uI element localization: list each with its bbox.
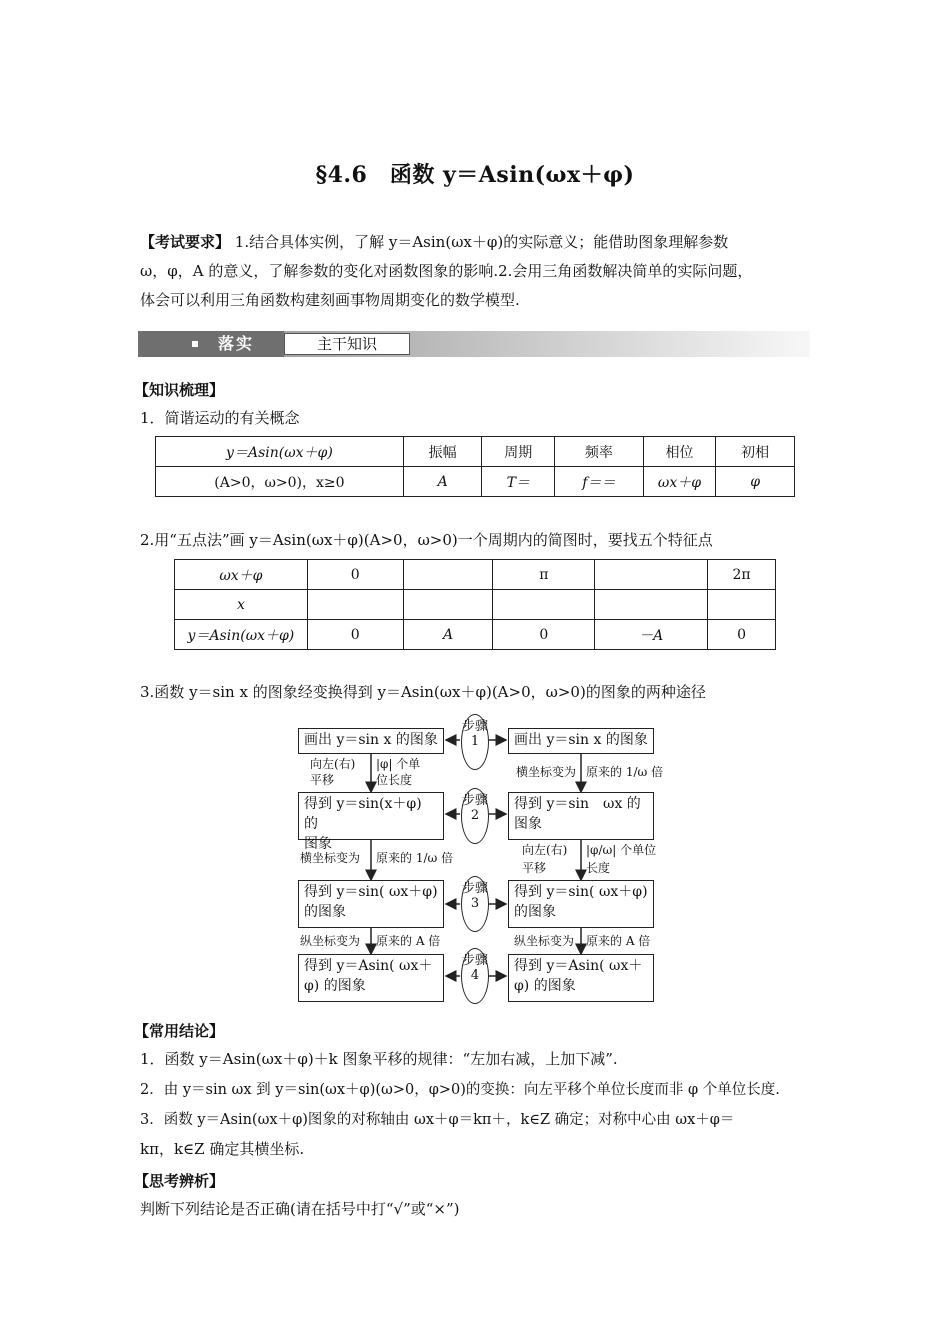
left-arrow2-label-a: 横坐标变为 bbox=[300, 851, 361, 865]
thinking-text: 判断下列结论是否正确(请在括号中打“√”或“×”) bbox=[140, 1200, 460, 1218]
step-2-ellipse bbox=[461, 788, 489, 844]
table1-header: 周期 bbox=[482, 437, 555, 467]
table1-cell: ωx＋φ bbox=[643, 467, 716, 497]
table1-cell: f＝＝ bbox=[555, 467, 644, 497]
right-box-4 bbox=[508, 954, 654, 1002]
harmonic-concepts-table bbox=[155, 436, 795, 497]
table2-cell bbox=[708, 590, 776, 620]
table2-cell bbox=[493, 590, 595, 620]
requirements-label: 【考试要求】 bbox=[140, 233, 231, 251]
knowledge-item-2: 2.用“五点法”画 y＝Asin(ωx＋φ)(A>0，ω>0)一个周期内的简图时，要找五个特征点 bbox=[140, 531, 713, 549]
table1-rowhead-2: (A>0，ω>0)，x≥0 bbox=[156, 467, 404, 497]
table2-cell: 0 bbox=[307, 560, 403, 590]
left-box-3-line-b: 的图象 bbox=[304, 904, 346, 920]
table2-cell: ωx＋φ bbox=[175, 560, 308, 590]
step-2-label: 步骤2 bbox=[462, 793, 489, 823]
left-box-2-line-a: 得到 y＝sin(x＋φ) 的 bbox=[304, 796, 422, 832]
conclusion-1: 1．函数 y＝Asin(ωx＋φ)＋k 图象平移的规律：“左加右减，上加下减”. bbox=[140, 1050, 618, 1068]
step-3-label: 步骤3 bbox=[462, 881, 489, 911]
table2-cell: π bbox=[493, 560, 595, 590]
requirements-text-2: ω，φ，A 的意义，了解参数的变化对函数图象的影响.2.会用三角函数解决简单的实际问题， bbox=[140, 262, 753, 280]
requirements-text-1: 1.结合具体实例，了解 y＝Asin(ωx＋φ)的实际意义；能借助图象理解参数 bbox=[234, 233, 729, 251]
right-arrow2-label-d: 长度 bbox=[586, 861, 611, 875]
table2-cell: －A bbox=[595, 620, 708, 650]
right-box-4-line-a: 得到 y＝Asin( ωx＋ bbox=[514, 958, 643, 974]
left-box-4-line-a: 得到 y＝Asin( ωx＋ bbox=[304, 958, 433, 974]
table2-cell bbox=[595, 590, 708, 620]
table2-cell: 0 bbox=[708, 620, 776, 650]
left-box-4-line-b: φ) 的图象 bbox=[304, 978, 366, 994]
right-box-3-line-b: 的图象 bbox=[514, 904, 556, 920]
section-banner bbox=[138, 331, 810, 357]
table2-cell bbox=[403, 560, 493, 590]
banner-left-label: 落实 bbox=[218, 334, 255, 353]
banner-dark-block bbox=[138, 331, 284, 357]
right-box-2-line-a: 得到 y＝sin ωx 的 bbox=[514, 796, 641, 812]
left-box-3 bbox=[298, 880, 444, 928]
right-arrow2-label-c: |φ/ω| 个单位 bbox=[586, 843, 657, 857]
step-1-label: 步骤1 bbox=[462, 719, 489, 749]
right-arrow1-label-a: 横坐标变为 bbox=[516, 765, 577, 779]
left-box-1: 画出 y＝sin x 的图象 bbox=[298, 728, 444, 754]
right-box-4-line-b: φ) 的图象 bbox=[514, 978, 576, 994]
conclusion-3a: 3．函数 y＝Asin(ωx＋φ)图象的对称轴由 ωx＋φ＝kπ＋，k∈Z 确定；对称中心由 ωx＋φ＝ bbox=[140, 1112, 735, 1128]
knowledge-item-3: 3.函数 y＝sin x 的图象经变换得到 y＝Asin(ωx＋φ)(A>0，ω>0)的图象的两种途径 bbox=[140, 683, 706, 701]
left-box-3-line-a: 得到 y＝sin( ωx＋φ) bbox=[304, 884, 438, 900]
left-arrow1-label-a: 向左(右) bbox=[310, 757, 356, 771]
table1-header: 初相 bbox=[716, 437, 795, 467]
table1-cell: φ bbox=[716, 467, 795, 497]
table2-cell: y＝Asin(ωx＋φ) bbox=[175, 620, 308, 650]
table2-cell: A bbox=[403, 620, 493, 650]
transformation-flowchart bbox=[296, 714, 664, 1004]
table1-cell: T＝ bbox=[482, 467, 555, 497]
right-box-2-line-b: 图象 bbox=[514, 816, 542, 832]
right-box-3-line-a: 得到 y＝sin( ωx＋φ) bbox=[514, 884, 648, 900]
table2-cell bbox=[595, 560, 708, 590]
left-arrow1-label-d: 位长度 bbox=[376, 773, 413, 787]
right-arrow2-label-a: 向左(右) bbox=[522, 843, 568, 857]
left-arrow1-label-b: 平移 bbox=[310, 773, 335, 787]
conclusion-3b: kπ，k∈Z 确定其横坐标. bbox=[140, 1140, 305, 1158]
knowledge-item-1: 1．简谐运动的有关概念 bbox=[140, 409, 300, 427]
right-box-1: 画出 y＝sin x 的图象 bbox=[508, 728, 654, 754]
table2-cell: x bbox=[175, 590, 308, 620]
five-point-table bbox=[174, 559, 776, 650]
table1-header: 频率 bbox=[555, 437, 644, 467]
table1-rowhead-1: y＝Asin(ωx＋φ) bbox=[156, 437, 404, 467]
right-box-2 bbox=[508, 792, 654, 840]
table1-header: 相位 bbox=[643, 437, 716, 467]
step-4-label: 步骤4 bbox=[462, 953, 489, 983]
right-arrow3-label-b: 原来的 A 倍 bbox=[586, 934, 651, 948]
left-arrow3-label-b: 原来的 A 倍 bbox=[376, 934, 441, 948]
right-arrow2-label-b: 平移 bbox=[522, 861, 547, 875]
left-arrow2-label-b: 原来的 1/ω 倍 bbox=[376, 851, 454, 865]
table2-cell bbox=[307, 590, 403, 620]
thinking-heading: 【思考辨析】 bbox=[134, 1172, 225, 1190]
left-box-2 bbox=[298, 792, 444, 852]
table1-cell: A bbox=[403, 467, 482, 497]
left-box-4 bbox=[298, 954, 444, 1002]
left-arrow3-label-a: 纵坐标变为 bbox=[300, 934, 361, 948]
right-box-3 bbox=[508, 880, 654, 928]
banner-right-label: 主干知识 bbox=[284, 333, 410, 355]
step-3-ellipse bbox=[461, 876, 489, 932]
left-box-2-line-b: 图象 bbox=[304, 836, 332, 852]
left-arrow1-label-c: |φ| 个单 bbox=[376, 757, 421, 771]
conclusion-2: 2．由 y＝sin ωx 到 y＝sin(ωx＋φ)(ω>0，φ>0)的变换：向左平移个单位长度而非 φ 个单位长度. bbox=[140, 1082, 780, 1098]
right-arrow3-label-a: 纵坐标变为 bbox=[514, 934, 575, 948]
right-arrow1-label-b: 原来的 1/ω 倍 bbox=[586, 765, 664, 779]
square-bullet-icon bbox=[192, 341, 198, 347]
requirements-text-3: 体会可以利用三角函数构建刻画事物周期变化的数学模型. bbox=[140, 291, 520, 309]
table2-cell bbox=[403, 590, 493, 620]
knowledge-heading: 【知识梳理】 bbox=[134, 381, 225, 399]
conclusions-heading: 【常用结论】 bbox=[134, 1022, 225, 1040]
table2-cell: 0 bbox=[307, 620, 403, 650]
step-4-ellipse bbox=[461, 948, 489, 1004]
requirements-paragraph bbox=[140, 228, 810, 315]
table2-cell: 2π bbox=[708, 560, 776, 590]
step-1-ellipse bbox=[461, 714, 489, 770]
page-title: §4.6 函数 y＝Asin(ωx＋φ) bbox=[315, 162, 635, 188]
table1-header: 振幅 bbox=[403, 437, 482, 467]
table2-cell: 0 bbox=[493, 620, 595, 650]
